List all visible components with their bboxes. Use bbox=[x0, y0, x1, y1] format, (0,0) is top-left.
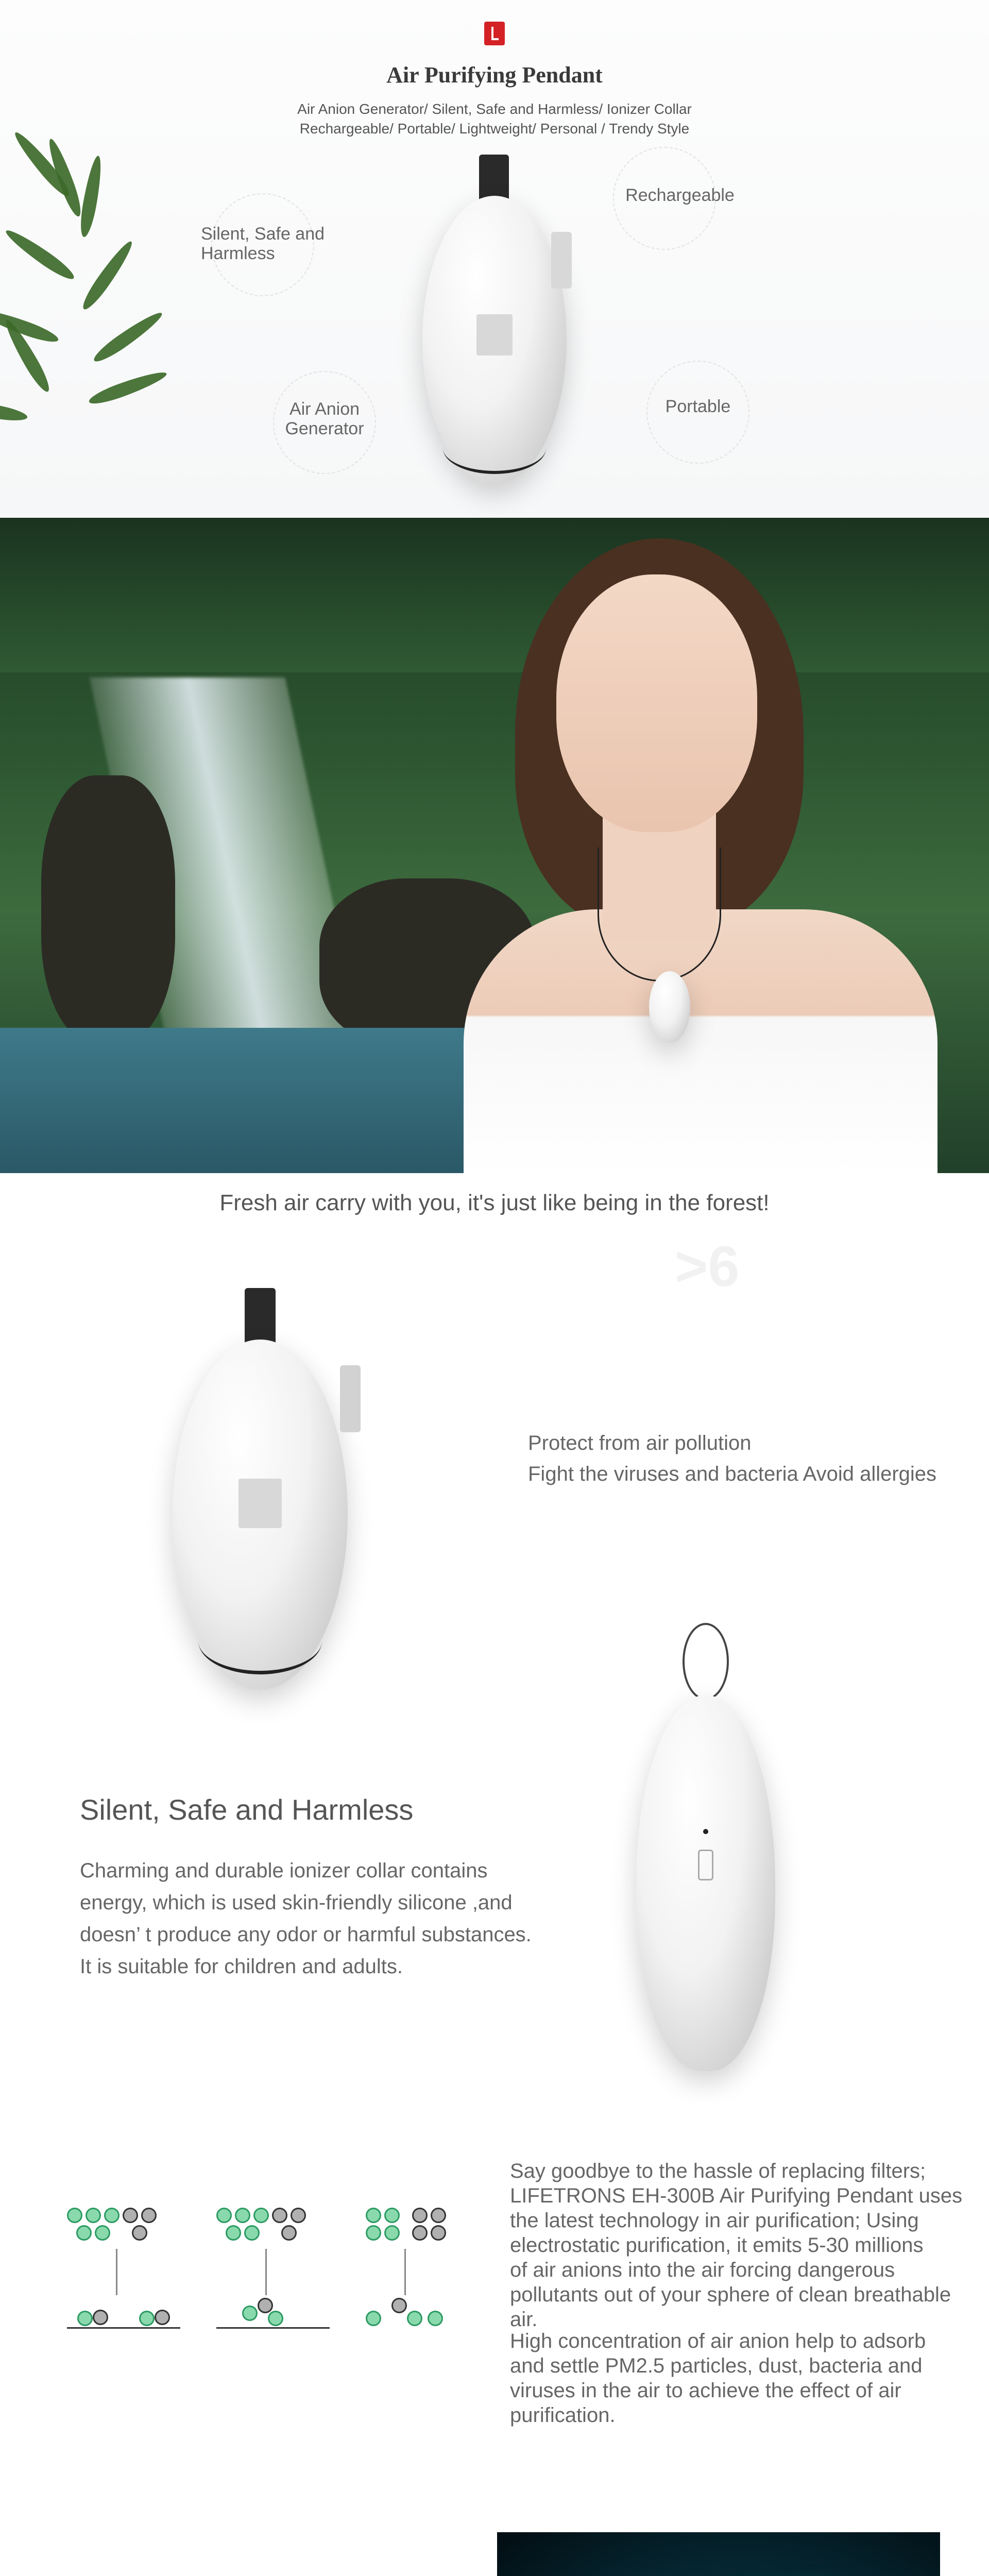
safe-line1: Charming and durable ionizer collar contains bbox=[80, 1859, 488, 1882]
faded-number: >6 bbox=[675, 1235, 740, 1298]
page-title: Air Purifying Pendant bbox=[386, 62, 603, 88]
smart-chip-image bbox=[497, 2532, 940, 2576]
banner-tagline: Fresh air carry with you, it's just like being in the forest! bbox=[219, 1190, 770, 1215]
brand-logo-icon bbox=[484, 22, 505, 45]
pendant-image-side bbox=[626, 1623, 786, 2076]
forest-banner-image bbox=[0, 518, 989, 1173]
pendant-image bbox=[412, 155, 577, 505]
feature-label-portable: Portable bbox=[665, 397, 731, 416]
safe-line4: It is suitable for children and adults. bbox=[80, 1955, 403, 1978]
safe-title: Silent, Safe and Harmless bbox=[80, 1793, 414, 1826]
protect-line2: Fight the viruses and bacteria Avoid allergies bbox=[528, 1463, 937, 1485]
hero-subtitle-line1: Air Anion Generator/ Silent, Safe and Harmless/ Ionizer Collar bbox=[297, 101, 692, 117]
feature-label-silent: Silent, Safe and Harmless bbox=[200, 224, 325, 263]
protect-line1: Protect from air pollution bbox=[528, 1432, 752, 1454]
pendant-image-large bbox=[162, 1288, 358, 1695]
filter-paragraph-2: High concentration of air anion help to adsorb and settle PM2.5 particles, dust, bacteria and viruses in the air to achieve the effect of air purification. bbox=[510, 2330, 926, 2427]
filter-paragraph-1: Say goodbye to the hassle of replacing filters; LIFETRONS EH-300B Air Purifying Pendant uses the latest technology in air purification; Using electrostatic purification, it emits 5-30 millions of air anions into the air forcing dangerous pollutants out of your sphere of clean breathable air. bbox=[510, 2160, 963, 2331]
particle-diagram bbox=[67, 2192, 469, 2357]
hero-subtitle-line2: Rechargeable/ Portable/ Lightweight/ Personal / Trendy Style bbox=[299, 121, 690, 137]
feature-label-rechargeable: Rechargeable bbox=[625, 185, 735, 205]
plant-decoration bbox=[0, 93, 155, 433]
feature-label-anion: Air Anion Generator bbox=[285, 399, 364, 438]
safe-line2: energy, which is used skin-friendly silicone ,and bbox=[80, 1891, 513, 1914]
safe-line3: doesn’ t produce any odor or harmful substances. bbox=[80, 1923, 532, 1946]
hero-section bbox=[0, 0, 989, 518]
